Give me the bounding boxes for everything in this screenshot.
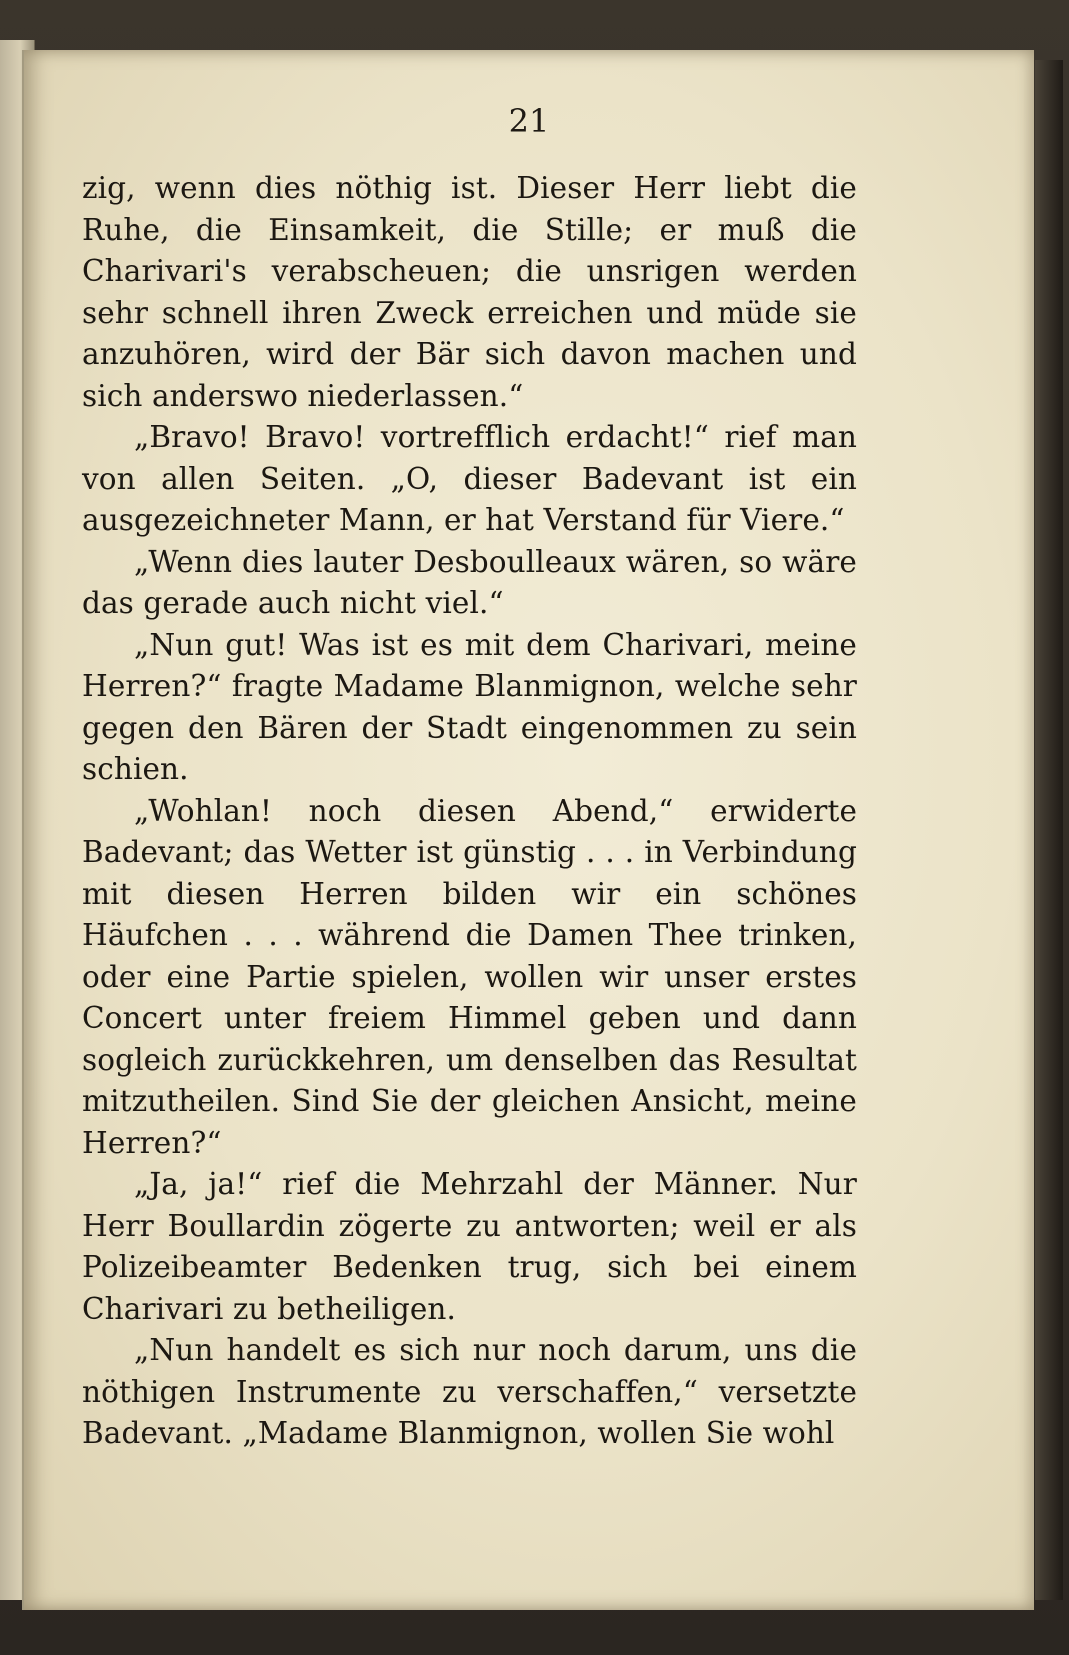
paragraph-7: „Nun handelt es sich nur noch darum, uns die nöthigen Instrumente zu verschaffen,“ versetzte Badevant. „Madame Blanmignon, wollen Sie wohl (82, 1333, 857, 1450)
paragraph-4: „Nun gut! Was ist es mit dem Charivari, meine Herren?“ fragte Madame Blanmignon, welche sehr gegen den Bären der Stadt eingenommen zu sein schien. (82, 627, 857, 786)
page-number: 21 (508, 102, 550, 140)
paragraph-6: „Ja, ja!“ rief die Mehrzahl der Männer. Nur Herr Boullardin zögerte zu antworten; weil er als Polizeibeamter Bedenken trug, sich bei einem Charivari zu betheiligen. (82, 1167, 857, 1326)
book-cover-edge (1035, 60, 1063, 1600)
paragraph-2: „Bravo! Bravo! vortrefflich erdacht!“ rief man von allen Seiten. „O, dieser Badevant ist ein ausgezeichneter Mann, er hat Verstand für Viere.“ (82, 420, 857, 537)
book-page (22, 50, 1034, 1610)
paragraph-3: „Wenn dies lauter Desboulleaux wären, so wäre das gerade auch nicht viel.“ (82, 544, 857, 620)
body-text (82, 168, 857, 1455)
paragraph-1: zig, wenn dies nöthig ist. Dieser Herr liebt die Ruhe, die Einsamkeit, die Stille; er muß die Charivari's verabscheuen; die unsrigen werden sehr schnell ihren Zweck erreichen und müde sie anzuhören, wird der Bär sich davon machen und sich anderswo niederlassen.“ (82, 171, 857, 413)
paragraph-5: „Wohlan! noch diesen Abend,“ erwiderte Badevant; das Wetter ist günstig . . . in Verbindung mit diesen Herren bilden wir ein schönes Häufchen . . . während die Damen Thee trinken, oder eine Partie spielen, wollen wir unser erstes Concert unter freiem Himmel geben und dann sogleich zurückkehren, um denselben das Resultat mitzutheilen. Sind Sie der gleichen Ansicht, meine Herren?“ (82, 793, 857, 1160)
